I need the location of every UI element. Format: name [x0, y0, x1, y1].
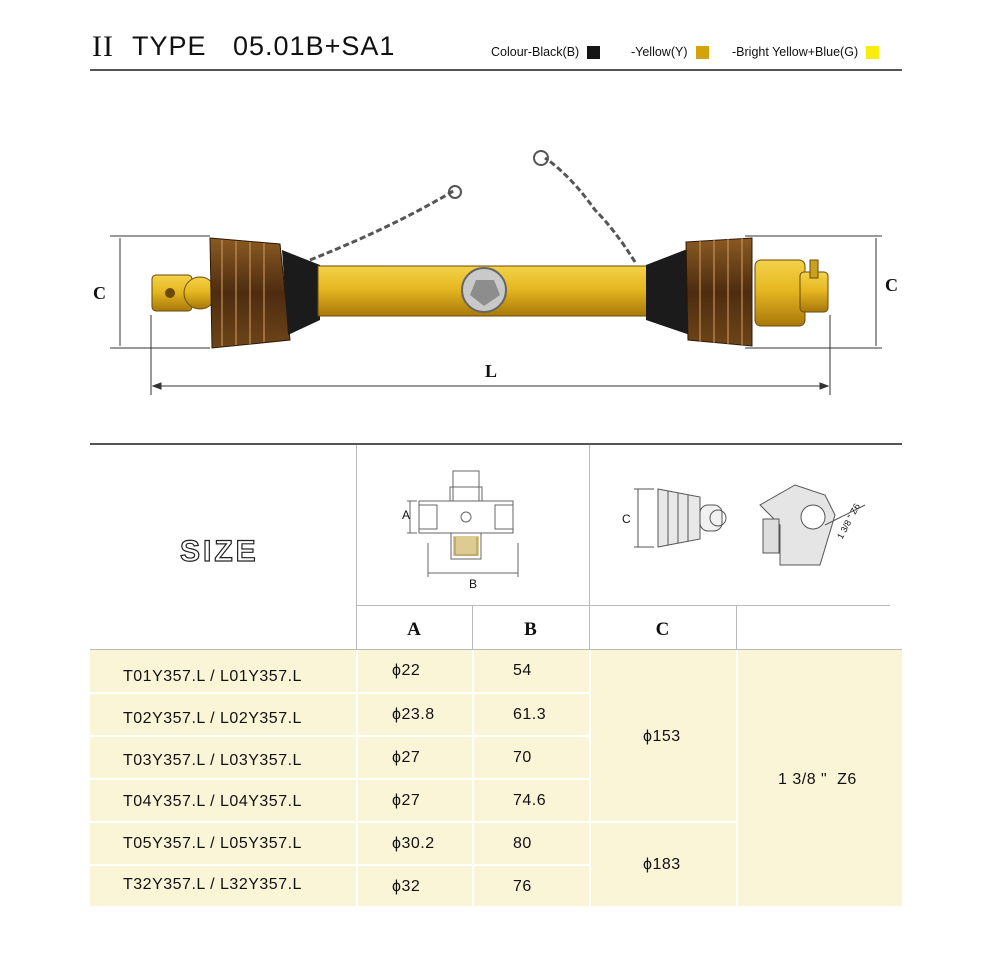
legend-yellow-swatch	[696, 46, 709, 59]
row-6-model: T32Y357.L / L32Y357.L	[123, 876, 302, 893]
type-code: 05.01B+SA1	[233, 31, 396, 61]
row-5-a: ϕ30.2	[392, 835, 435, 852]
dimension-l-label: L	[485, 361, 498, 381]
row-4-a: ϕ27	[392, 792, 421, 809]
cross-b-label: B	[469, 577, 478, 591]
row-separator	[90, 778, 590, 780]
legend-black	[491, 45, 600, 59]
row-separator	[90, 864, 590, 866]
type-roman-numeral: II	[92, 30, 114, 63]
cross-a-label: A	[402, 508, 411, 522]
col-separator	[589, 650, 591, 906]
left-yoke	[152, 275, 216, 311]
row-1-a: ϕ22	[392, 662, 421, 679]
col-separator	[356, 650, 358, 906]
type-word: TYPE	[132, 31, 207, 61]
row-3-b: 70	[513, 749, 532, 766]
row-5-model: T05Y357.L / L05Y357.L	[123, 835, 302, 852]
table-top-rule	[90, 443, 902, 445]
left-shield	[210, 238, 320, 348]
header-rule	[90, 69, 902, 71]
col-separator	[472, 650, 474, 906]
grid-line	[356, 605, 890, 606]
shield-c-label: C	[622, 512, 631, 526]
right-shield	[646, 238, 752, 346]
left-chain	[310, 190, 455, 260]
pto-shaft-drawing	[0, 120, 1003, 420]
legend-bright-yellow-label: -Bright Yellow+Blue(G)	[732, 45, 859, 59]
row-2-model: T02Y357.L / L02Y357.L	[123, 710, 302, 727]
row-separator	[90, 735, 590, 737]
col-separator	[736, 650, 738, 906]
row-1-model: T01Y357.L / L01Y357.L	[123, 668, 302, 685]
row-separator	[90, 821, 737, 823]
legend-black-swatch	[587, 46, 600, 59]
row-1-b: 54	[513, 662, 532, 679]
right-yoke	[755, 260, 828, 326]
row-6-b: 76	[513, 878, 532, 895]
legend-bright-yellow	[732, 45, 879, 59]
cross-kit-diagram	[395, 465, 535, 595]
legend-black-label: Colour-Black(B)	[491, 45, 580, 59]
row-4-b: 74.6	[513, 792, 547, 809]
row-separator	[90, 692, 590, 694]
legend-bright-yellow-swatch	[866, 46, 879, 59]
row-2-a: ϕ23.8	[392, 706, 435, 723]
row-6-a: ϕ32	[392, 878, 421, 895]
legend-yellow-label: -Yellow(Y)	[631, 45, 688, 59]
row-3-a: ϕ27	[392, 749, 421, 766]
c-group-1: ϕ153	[643, 728, 681, 745]
dimension-c-left-label: C	[93, 283, 106, 303]
row-3-model: T03Y357.L / L03Y357.L	[123, 752, 302, 769]
header-c: C	[655, 619, 670, 640]
row-5-b: 80	[513, 835, 532, 852]
header-a: A	[407, 619, 421, 640]
legend-yellow	[631, 45, 709, 59]
row-2-b: 61.3	[513, 706, 547, 723]
header-b: B	[524, 619, 537, 640]
size-label: SIZE	[180, 535, 259, 568]
spline-size: 1 3/8 " Z6	[778, 771, 857, 788]
grid-line	[736, 606, 737, 650]
shield-spline-label: 1 3/8 " Z6	[835, 501, 863, 541]
right-chain	[545, 158, 635, 262]
c-group-2: ϕ183	[643, 856, 681, 873]
dimension-c-right-label: C	[885, 275, 898, 295]
row-4-model: T04Y357.L / L04Y357.L	[123, 793, 302, 810]
